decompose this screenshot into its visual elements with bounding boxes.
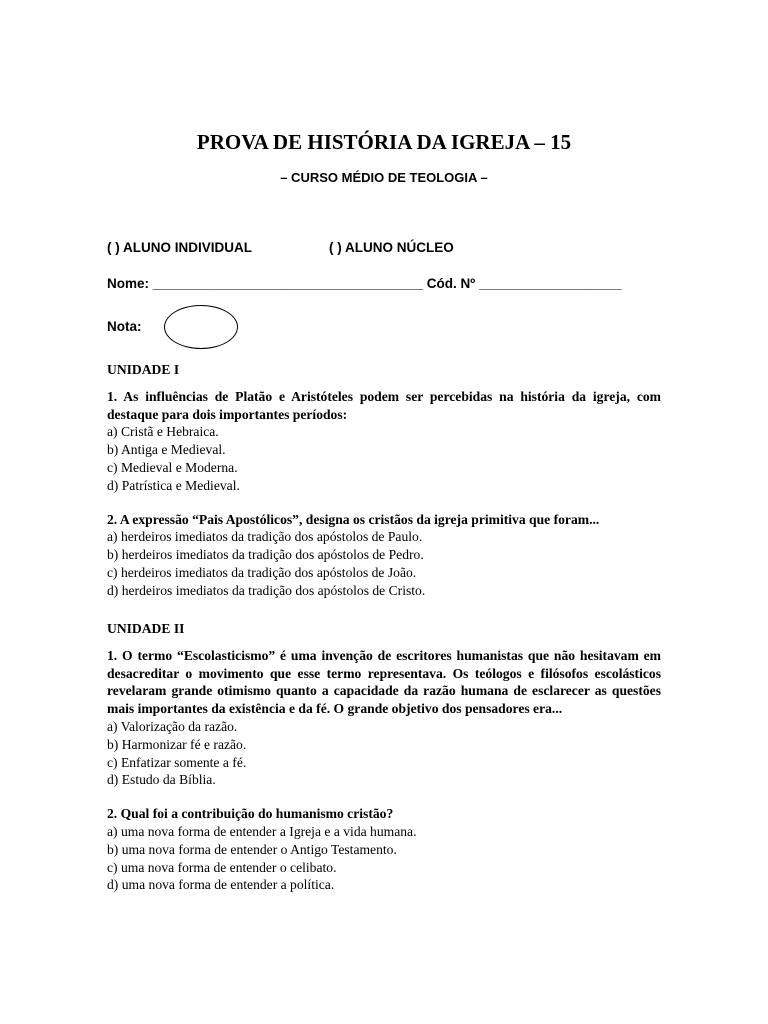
option-d[interactable]: d) herdeiros imediatos da tradição dos apóstolos de Cristo. — [107, 582, 426, 598]
option-c[interactable]: c) Enfatizar somente a fé. — [107, 754, 247, 770]
option-c[interactable]: c) herdeiros imediatos da tradição dos apóstolos de João. — [107, 564, 417, 580]
grade-label: Nota: — [107, 319, 142, 334]
name-code-line[interactable]: Nome: ____________________________________ Cód. Nº ___________________ — [107, 276, 622, 291]
option-a[interactable]: a) herdeiros imediatos da tradição dos apóstolos de Paulo. — [107, 529, 423, 545]
option-d[interactable]: d) uma nova forma de entender a política. — [107, 877, 335, 893]
option-c[interactable]: c) Medieval e Moderna. — [107, 459, 238, 475]
unit-1 — [107, 361, 661, 600]
question-block — [107, 388, 661, 495]
question-text: 1. O termo “Escolasticismo” é uma invenção de escritores humanistas que não hesitavam em desacreditar o movimento que esse termo representava. Os teólogos e filósofos escolásticos revelaram grande otimismo quanto a capacidade da razão humana de esclarecer as questões mais importantes da existência e da fé. O grande objetivo dos pensadores era... — [107, 647, 661, 717]
option-b[interactable]: b) herdeiros imediatos da tradição dos apóstolos de Pedro. — [107, 547, 424, 563]
unit-title: UNIDADE I — [107, 362, 180, 377]
question-block — [107, 647, 661, 789]
unit-title: UNIDADE II — [107, 621, 185, 636]
question-block — [107, 511, 661, 600]
option-b[interactable]: b) uma nova forma de entender o Antigo Testamento. — [107, 841, 397, 857]
question-text: 2. A expressão “Pais Apostólicos”, designa os cristãos da igreja primitiva que foram... — [107, 511, 600, 527]
question-block — [107, 805, 661, 894]
individual-checkbox-label[interactable]: ( ) ALUNO INDIVIDUAL — [107, 240, 252, 255]
question-text: 2. Qual foi a contribuição do humanismo cristão? — [107, 806, 394, 822]
exam-title: PROVA DE HISTÓRIA DA IGREJA – 15 — [196, 130, 572, 154]
option-b[interactable]: b) Harmonizar fé e razão. — [107, 736, 247, 752]
grade-oval — [164, 305, 238, 349]
unit-2 — [107, 620, 661, 894]
option-a[interactable]: a) uma nova forma de entender a Igreja e a vida humana. — [107, 823, 417, 839]
option-b[interactable]: b) Antiga e Medieval. — [107, 442, 226, 458]
option-a[interactable]: a) Cristã e Hebraica. — [107, 424, 219, 440]
question-text: 1. As influências de Platão e Aristóteles podem ser percebidas na história da igreja, com destaque para dois importantes períodos: — [107, 388, 661, 422]
option-a[interactable]: a) Valorização da razão. — [107, 718, 238, 734]
option-d[interactable]: d) Patrística e Medieval. — [107, 477, 240, 493]
option-d[interactable]: d) Estudo da Bíblia. — [107, 772, 216, 788]
nucleo-checkbox-label[interactable]: ( ) ALUNO NÚCLEO — [329, 240, 454, 255]
option-c[interactable]: c) uma nova forma de entender o celibato. — [107, 859, 337, 875]
exam-subtitle: – CURSO MÉDIO DE TEOLOGIA – — [280, 170, 488, 185]
